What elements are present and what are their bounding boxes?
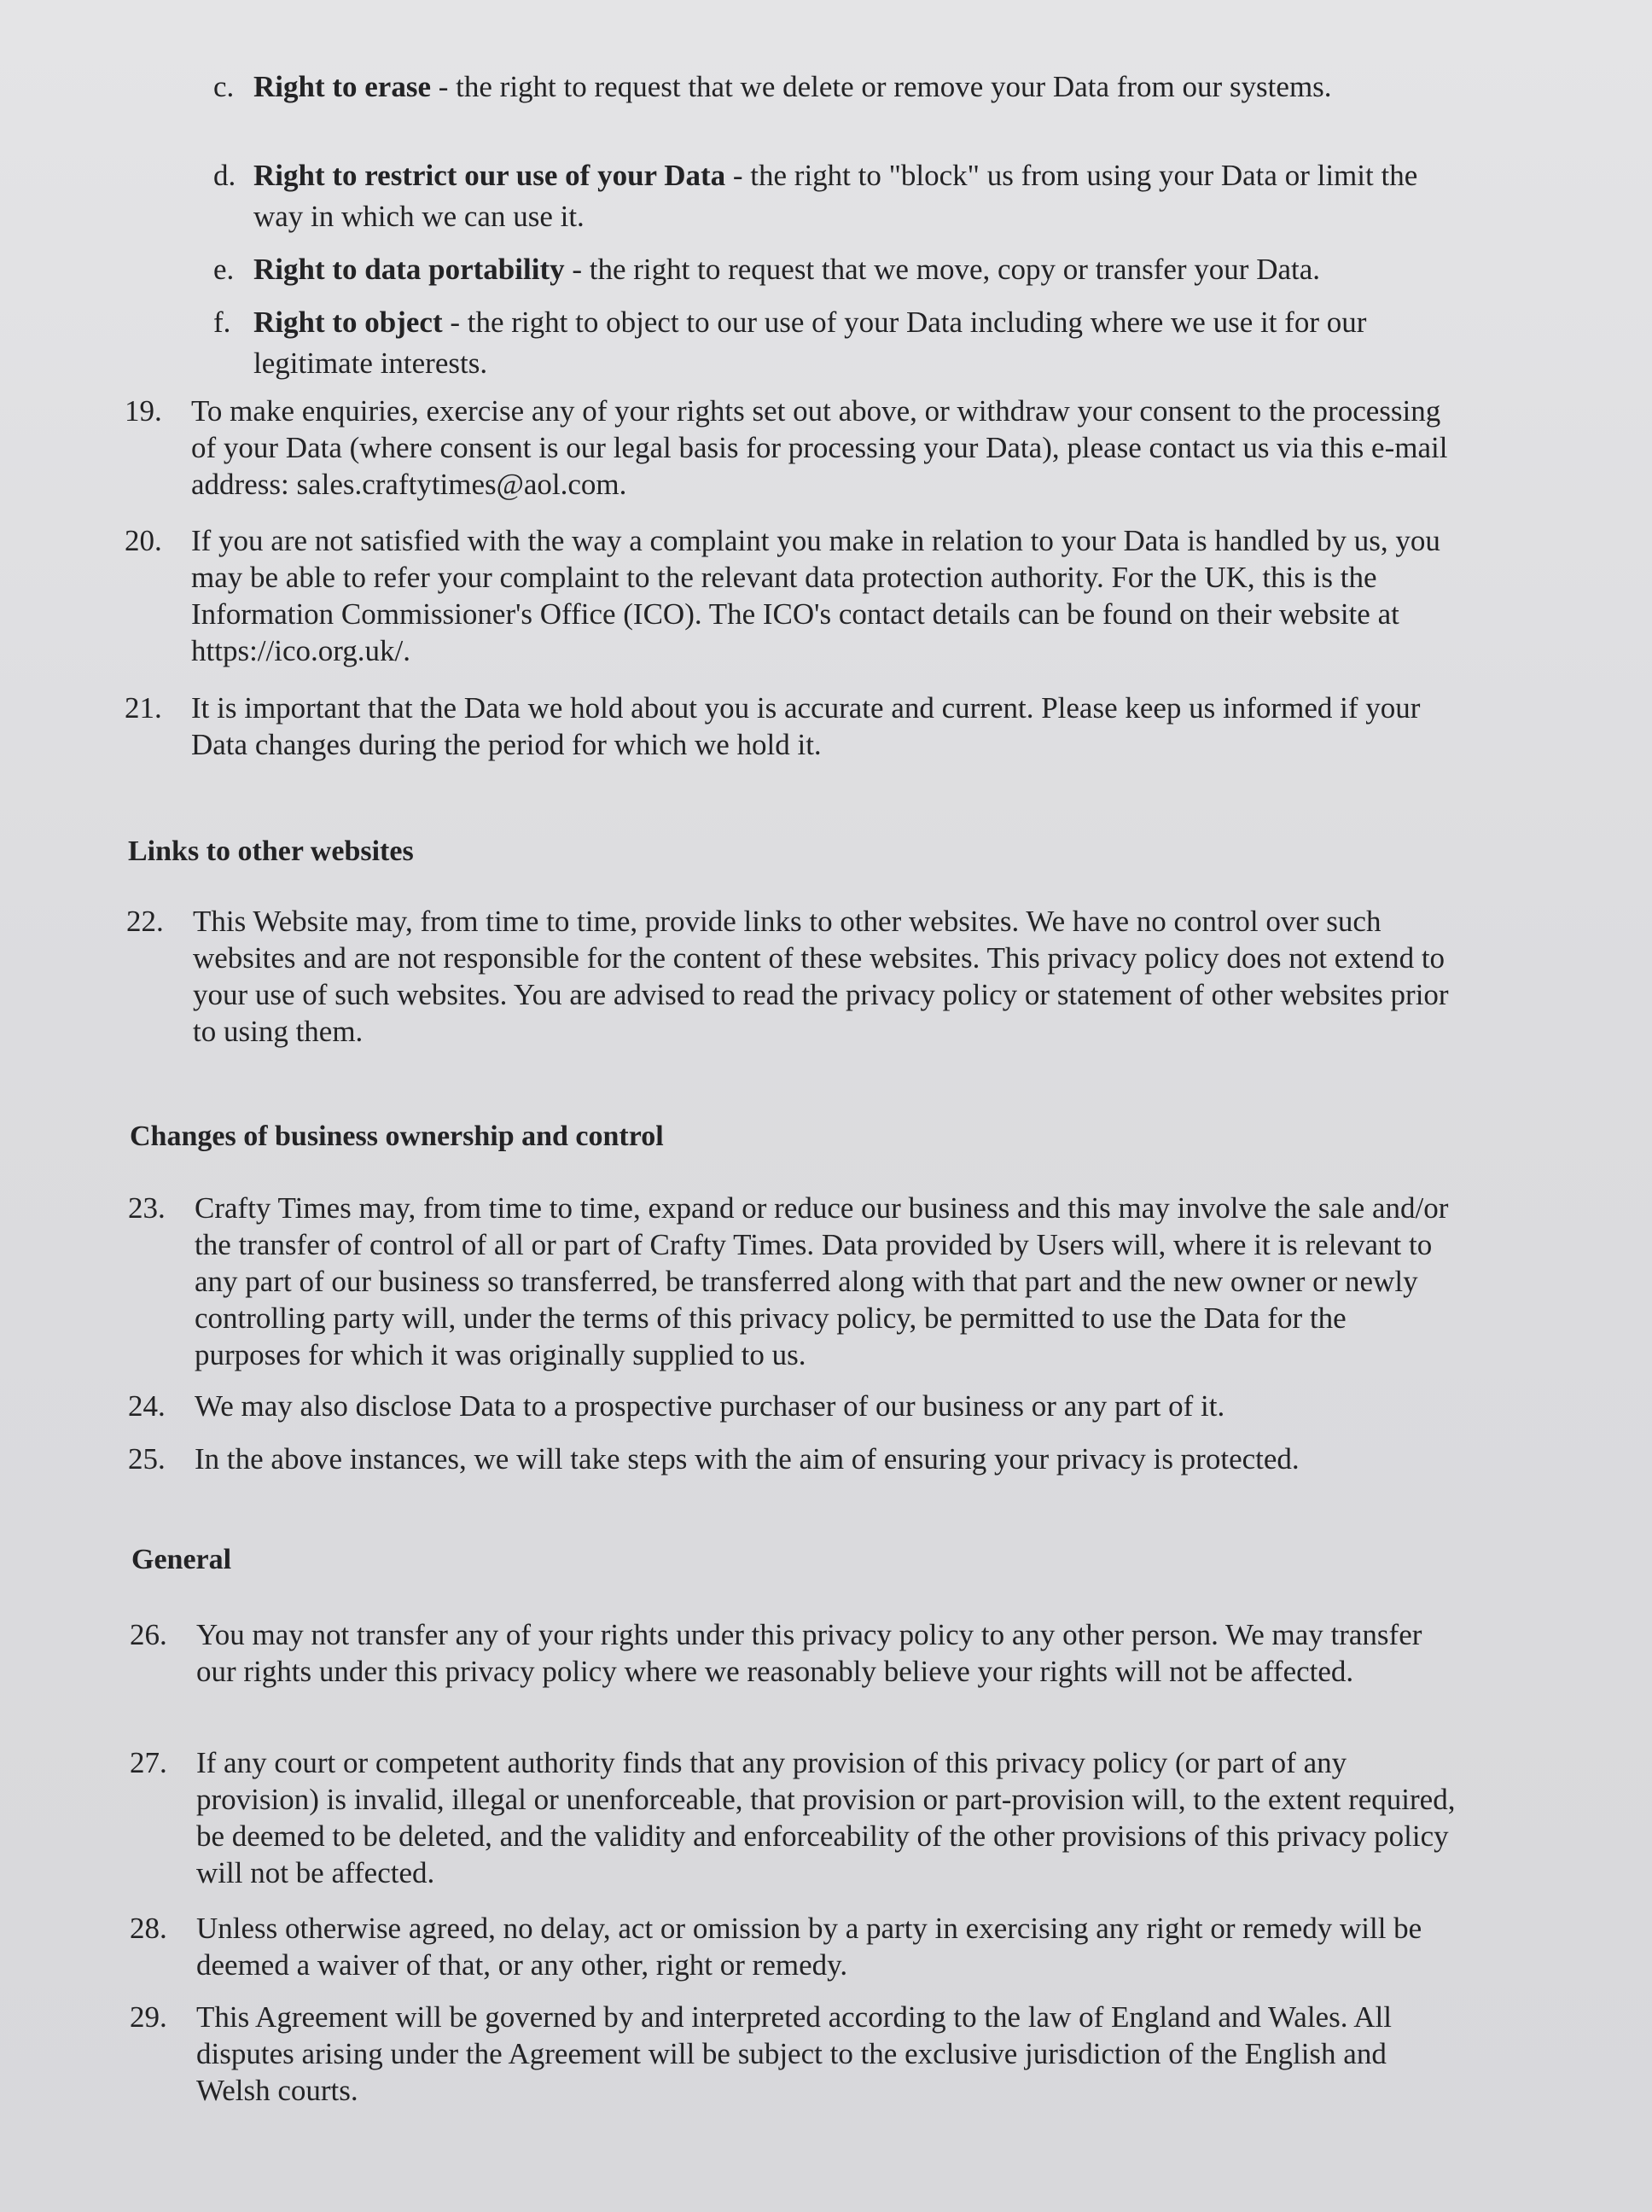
clause-text: Unless otherwise agreed, no delay, act or omission by a party in exercising any right or remedy will be deemed a waiver of that, or any other, right or remedy. xyxy=(196,1912,1422,1982)
clause-text: Crafty Times may, from time to time, expand or reduce our business and this may involve the sale and/or the transfer of control of all or part of Crafty Times. Data provided by Users will, where it is relevant to any part of our business so transferred, be transferred along with that part and the new owner or newly controlling party will, under the terms of this privacy policy, be permitted to use the Data for the purposes for which it was originally supplied to us. xyxy=(195,1191,1449,1371)
item-letter: d. xyxy=(213,159,236,192)
clause-text: To make enquiries, exercise any of your rights set out above, or withdraw your consent to the processing of your Data (where consent is our legal basis for processing your Data), please contact us via this e-mail address: sales.craftytimes@aol.com. xyxy=(191,394,1448,501)
item-letter: c. xyxy=(213,70,235,103)
right-text: - the right to request that we delete or remove your Data from our systems. xyxy=(431,70,1332,103)
section-heading-changes: Changes of business ownership and control xyxy=(130,1121,664,1152)
right-title: Right to data portability xyxy=(253,253,565,286)
clause-number: 27. xyxy=(130,1746,167,1779)
clause-text: If you are not satisfied with the way a complaint you make in relation to your Data is handled by us, you may be able to refer your complaint to the relevant data protection authority. For the UK, this is the Information Commissioner's Office (ICO). The ICO's contact details can be found on their website at https://ico.org.uk/. xyxy=(191,524,1440,667)
clause-number: 26. xyxy=(130,1618,167,1651)
clause-19 xyxy=(125,393,1456,503)
item-letter: f. xyxy=(213,306,231,339)
section-heading-links: Links to other websites xyxy=(128,835,414,867)
clause-text: We may also disclose Data to a prospective purchaser of our business or any part of it. xyxy=(195,1389,1225,1423)
right-title: Right to erase xyxy=(253,70,432,103)
clause-28 xyxy=(130,1910,1461,1983)
clause-number: 24. xyxy=(128,1389,166,1423)
right-text: - the right to request that we move, copy or transfer your Data. xyxy=(564,253,1321,286)
clause-text: In the above instances, we will take steps with the aim of ensuring your privacy is protected. xyxy=(195,1442,1300,1476)
right-item-restrict xyxy=(213,155,1459,237)
clause-23 xyxy=(128,1190,1459,1373)
clause-number: 23. xyxy=(128,1191,166,1225)
right-title: Right to object xyxy=(253,306,443,339)
clause-number: 22. xyxy=(126,905,164,938)
clause-number: 21. xyxy=(125,691,162,725)
clause-text: This Agreement will be governed by and interpreted according to the law of England and Wales. All disputes arising under the Agreement will be subject to the exclusive jurisdiction of the English and Welsh courts. xyxy=(196,2000,1392,2107)
right-item-erase xyxy=(213,67,1459,108)
clause-20 xyxy=(125,522,1456,669)
clause-text: It is important that the Data we hold about you is accurate and current. Please keep us informed if your Data changes during the period for which we hold it. xyxy=(191,691,1421,761)
clause-number: 29. xyxy=(130,2000,167,2034)
clause-number: 19. xyxy=(125,394,162,428)
right-item-portability xyxy=(213,249,1459,290)
clause-24 xyxy=(128,1388,1459,1424)
right-title: Right to restrict our use of your Data xyxy=(253,159,726,192)
clause-22 xyxy=(126,903,1457,1050)
clause-29 xyxy=(130,1999,1461,2109)
clause-number: 25. xyxy=(128,1442,166,1476)
clause-text: You may not transfer any of your rights under this privacy policy to any other person. We may transfer our rights under this privacy policy where we reasonably believe your rights will not be affected. xyxy=(196,1618,1422,1688)
clause-26 xyxy=(130,1616,1461,1690)
right-text: - the right to object to our use of your Data including where we use it for our legitimate interests. xyxy=(253,306,1367,380)
section-heading-general: General xyxy=(131,1544,232,1575)
right-item-object xyxy=(213,302,1459,384)
clause-number: 20. xyxy=(125,524,162,557)
clause-27 xyxy=(130,1744,1461,1891)
item-letter: e. xyxy=(213,253,235,286)
clause-text: This Website may, from time to time, provide links to other websites. We have no control over such websites and are not responsible for the content of these websites. This privacy policy does not extend to your use of such websites. You are advised to read the privacy policy or statement of other websites prior to using them. xyxy=(193,905,1449,1048)
clause-text: If any court or competent authority finds that any provision of this privacy policy (or part of any provision) is invalid, illegal or unenforceable, that provision or part-provision will, to the extent required, be deemed to be deleted, and the validity and enforceability of the other provisions of this privacy policy will not be affected. xyxy=(196,1746,1456,1889)
clause-25 xyxy=(128,1441,1459,1477)
right-text: - the right to "block" us from using your Data or limit the way in which we can use it. xyxy=(253,159,1418,233)
clause-number: 28. xyxy=(130,1912,167,1945)
clause-21 xyxy=(125,690,1456,763)
